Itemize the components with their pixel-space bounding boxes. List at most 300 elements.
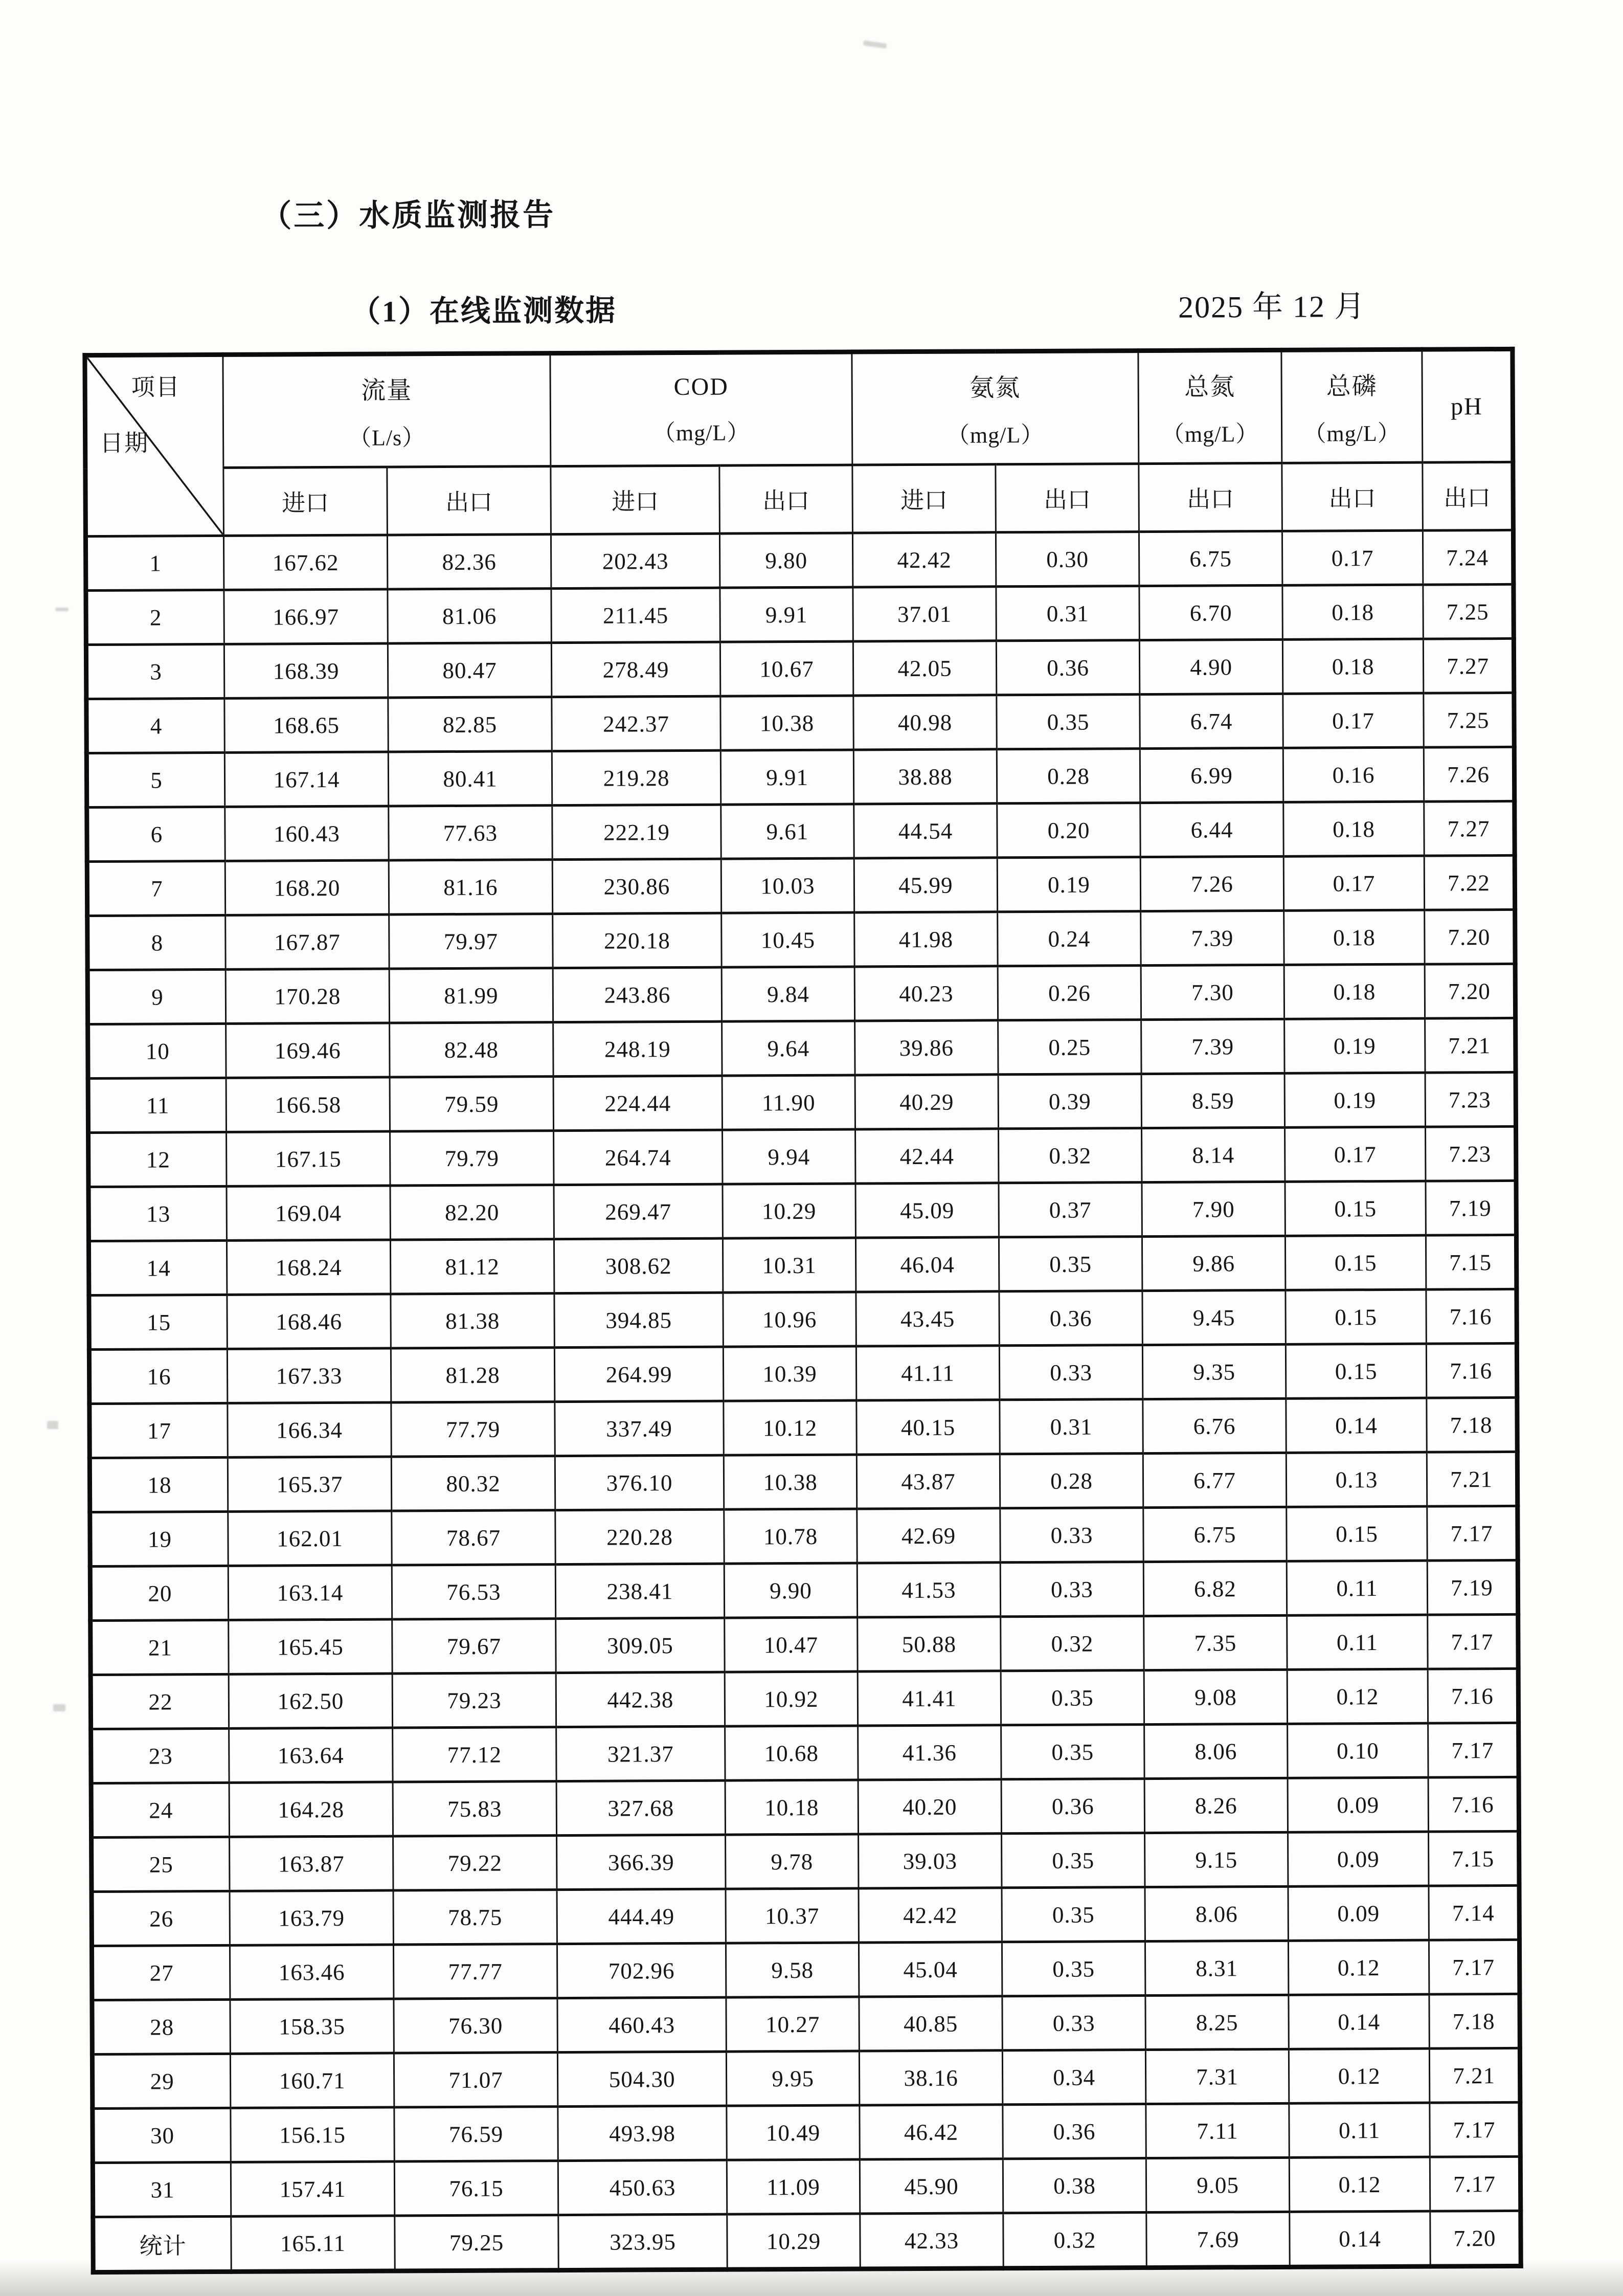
data-cell: 81.28 — [391, 1348, 554, 1402]
group-unit: （mg/L） — [1161, 421, 1259, 447]
data-cell: 164.28 — [229, 1782, 393, 1837]
data-cell: 243.86 — [553, 967, 722, 1022]
monitoring-data-table — [82, 347, 1523, 2275]
data-cell: 163.46 — [230, 1945, 393, 1999]
data-cell: 168.20 — [225, 860, 389, 915]
table-row — [92, 2048, 1520, 2108]
group-unit: （mg/L） — [652, 419, 750, 445]
data-cell: 77.63 — [389, 806, 552, 860]
data-cell: 7.25 — [1424, 693, 1514, 747]
row-date-label: 22 — [91, 1674, 229, 1729]
data-cell: 79.97 — [389, 914, 553, 969]
data-cell: 7.39 — [1141, 1019, 1284, 1074]
data-cell: 9.64 — [722, 1021, 855, 1076]
table-row — [85, 530, 1513, 590]
data-cell: 0.18 — [1284, 964, 1425, 1019]
data-cell: 165.37 — [228, 1457, 391, 1511]
data-cell: 220.18 — [553, 913, 722, 968]
data-cell: 323.95 — [558, 2214, 727, 2270]
data-cell: 40.98 — [853, 695, 997, 750]
data-cell: 39.03 — [859, 1834, 1002, 1888]
data-cell: 41.36 — [858, 1725, 1001, 1780]
data-cell: 6.76 — [1143, 1398, 1286, 1453]
data-cell: 11.09 — [727, 2159, 860, 2214]
data-cell: 76.59 — [394, 2107, 558, 2161]
data-cell: 224.44 — [553, 1076, 722, 1130]
table-row — [90, 1560, 1518, 1620]
table-row — [87, 909, 1515, 970]
data-cell: 0.39 — [998, 1074, 1141, 1129]
data-cell: 42.33 — [860, 2213, 1003, 2269]
data-cell: 0.15 — [1286, 1344, 1426, 1398]
data-cell: 76.30 — [394, 1998, 557, 2053]
col-group-ammonia — [852, 351, 1139, 465]
data-cell: 7.31 — [1145, 2049, 1289, 2104]
col-group-cod — [550, 352, 852, 466]
data-cell: 0.14 — [1286, 1398, 1427, 1453]
data-cell: 41.98 — [854, 912, 998, 967]
data-cell: 170.28 — [226, 969, 389, 1023]
data-cell: 10.03 — [721, 858, 854, 913]
data-cell: 0.28 — [997, 749, 1140, 804]
data-cell: 7.21 — [1429, 2048, 1520, 2103]
data-cell: 76.15 — [394, 2161, 558, 2216]
data-cell: 166.58 — [226, 1077, 390, 1132]
data-cell: 10.38 — [724, 1455, 856, 1509]
data-cell: 78.75 — [393, 1890, 557, 1945]
data-cell: 45.04 — [859, 1942, 1002, 1997]
data-cell: 10.49 — [727, 2105, 860, 2160]
data-cell: 76.53 — [392, 1565, 555, 1619]
data-cell: 219.28 — [552, 750, 720, 805]
group-unit: （mg/L） — [946, 422, 1044, 448]
data-cell: 7.21 — [1427, 1452, 1517, 1506]
table-row — [92, 1940, 1519, 2000]
data-cell: 38.16 — [859, 2050, 1002, 2105]
data-cell: 7.16 — [1426, 1289, 1517, 1344]
data-cell: 167.15 — [227, 1131, 390, 1186]
data-cell: 7.39 — [1141, 910, 1284, 965]
data-cell: 0.31 — [1000, 1399, 1143, 1454]
table-row — [90, 1506, 1518, 1566]
data-cell: 220.28 — [555, 1509, 724, 1564]
subheader-outlet: 出口 — [1139, 463, 1282, 531]
data-cell: 7.15 — [1429, 1831, 1519, 1886]
row-date-label: 13 — [88, 1186, 227, 1241]
data-cell: 0.16 — [1283, 747, 1424, 802]
data-cell: 46.42 — [860, 2105, 1003, 2159]
data-cell: 79.25 — [395, 2215, 558, 2271]
data-cell: 77.12 — [393, 1727, 556, 1782]
subheader-inlet: 进口 — [223, 467, 388, 536]
data-cell: 0.38 — [1003, 2158, 1146, 2213]
row-date-label: 15 — [89, 1295, 227, 1349]
data-cell: 0.18 — [1284, 910, 1425, 965]
data-cell: 0.17 — [1285, 1127, 1426, 1182]
row-date-label: 12 — [88, 1132, 227, 1187]
data-cell: 7.26 — [1140, 856, 1283, 911]
data-cell: 460.43 — [557, 1997, 726, 2052]
table-row — [93, 2156, 1520, 2217]
data-cell: 504.30 — [557, 2052, 726, 2106]
table-row — [92, 1885, 1519, 1946]
data-cell: 0.11 — [1289, 2103, 1430, 2157]
data-cell: 10.96 — [723, 1292, 856, 1347]
data-cell: 376.10 — [555, 1455, 724, 1510]
row-date-label: 2 — [86, 590, 224, 644]
data-cell: 10.38 — [720, 696, 853, 750]
data-cell: 9.35 — [1142, 1344, 1286, 1399]
row-date-label: 19 — [90, 1511, 228, 1566]
data-cell: 10.12 — [724, 1400, 856, 1455]
data-cell: 0.34 — [1002, 2050, 1145, 2105]
data-cell: 162.50 — [229, 1674, 392, 1728]
data-cell: 0.10 — [1288, 1723, 1428, 1778]
subheader-outlet: 出口 — [996, 464, 1139, 532]
data-cell: 7.22 — [1424, 855, 1515, 910]
data-cell: 44.54 — [854, 804, 997, 858]
table-row — [93, 2211, 1521, 2272]
data-cell: 248.19 — [553, 1021, 722, 1076]
data-cell: 79.23 — [392, 1673, 556, 1728]
data-cell: 167.62 — [223, 535, 387, 590]
data-cell: 7.17 — [1430, 2102, 1520, 2157]
data-cell: 0.19 — [1284, 1018, 1425, 1073]
table-row — [88, 1235, 1516, 1295]
table-row — [89, 1289, 1517, 1349]
data-cell: 0.35 — [1002, 1833, 1145, 1888]
table-row — [93, 2102, 1520, 2163]
data-cell: 0.18 — [1282, 585, 1423, 639]
data-cell: 9.45 — [1142, 1290, 1286, 1345]
table-row — [88, 1072, 1516, 1132]
data-cell: 9.91 — [720, 750, 853, 805]
data-cell: 0.36 — [1001, 1779, 1144, 1834]
table-row — [86, 638, 1514, 699]
data-cell: 6.74 — [1140, 694, 1283, 748]
data-cell: 43.45 — [856, 1291, 999, 1346]
data-cell: 168.65 — [224, 698, 388, 752]
data-cell: 0.30 — [996, 532, 1139, 587]
table-row — [87, 855, 1515, 916]
data-cell: 81.06 — [388, 589, 551, 643]
data-cell: 82.85 — [388, 697, 552, 752]
data-cell: 493.98 — [558, 2106, 727, 2160]
data-cell: 7.16 — [1428, 1668, 1518, 1723]
data-cell: 702.96 — [557, 1943, 726, 1998]
row-date-label: 14 — [88, 1240, 227, 1295]
data-cell: 6.99 — [1140, 748, 1283, 803]
data-cell: 37.01 — [853, 587, 996, 641]
report-date: 2025 年 12 月 — [1178, 289, 1366, 324]
row-date-label: 31 — [93, 2162, 231, 2217]
data-cell: 9.61 — [721, 804, 854, 859]
row-date-label: 21 — [91, 1620, 229, 1675]
data-cell: 82.36 — [387, 534, 551, 589]
data-cell: 9.08 — [1144, 1669, 1287, 1724]
data-cell: 0.28 — [1000, 1454, 1143, 1508]
data-cell: 7.17 — [1428, 1723, 1519, 1777]
group-label: 总氮 — [1184, 373, 1236, 401]
data-cell: 168.39 — [224, 643, 388, 698]
data-cell: 10.29 — [727, 2214, 860, 2269]
data-cell: 309.05 — [556, 1618, 725, 1673]
data-cell: 0.36 — [999, 1291, 1142, 1346]
row-date-label: 25 — [92, 1837, 230, 1891]
table-row — [86, 584, 1514, 644]
data-cell: 7.16 — [1428, 1777, 1519, 1832]
data-cell: 0.17 — [1282, 530, 1423, 585]
data-cell: 8.25 — [1145, 1995, 1289, 2049]
data-cell: 11.90 — [722, 1075, 855, 1130]
row-date-label: 27 — [92, 1945, 230, 2000]
data-cell: 160.71 — [230, 2053, 394, 2108]
data-cell: 0.35 — [1002, 1942, 1145, 1996]
data-cell: 0.15 — [1287, 1506, 1427, 1561]
data-cell: 308.62 — [554, 1238, 723, 1293]
data-cell: 169.04 — [227, 1186, 390, 1240]
data-cell: 163.14 — [228, 1565, 392, 1620]
data-cell: 156.15 — [231, 2107, 394, 2162]
group-label: 流量 — [361, 376, 413, 405]
row-date-label: 8 — [87, 915, 226, 970]
row-date-label: 10 — [88, 1023, 226, 1078]
scan-artifact — [47, 1421, 58, 1429]
header-sub-row — [85, 462, 1514, 536]
table-row — [91, 1723, 1519, 1783]
data-cell: 238.41 — [555, 1564, 724, 1618]
data-cell: 40.85 — [859, 1996, 1002, 2051]
data-cell: 81.38 — [391, 1294, 554, 1348]
group-label: pH — [1450, 392, 1483, 420]
data-cell: 0.14 — [1289, 1994, 1429, 2049]
table-row — [89, 1452, 1517, 1512]
data-cell: 10.67 — [720, 641, 853, 696]
row-date-label: 11 — [88, 1078, 226, 1132]
data-cell: 9.91 — [720, 587, 853, 642]
section-subtitle: （1）在线监测数据 — [350, 294, 617, 328]
data-cell: 0.24 — [998, 911, 1141, 966]
data-cell: 7.11 — [1146, 2103, 1289, 2158]
scan-artifact — [53, 1704, 65, 1711]
data-cell: 75.83 — [393, 1781, 556, 1836]
data-cell: 79.59 — [390, 1077, 553, 1131]
data-cell: 168.24 — [227, 1240, 390, 1295]
row-date-label: 6 — [87, 807, 225, 861]
data-cell: 7.19 — [1427, 1560, 1518, 1615]
data-cell: 81.12 — [390, 1239, 554, 1294]
data-cell: 0.32 — [1001, 1616, 1144, 1671]
data-cell: 42.42 — [852, 532, 996, 587]
subheader-outlet: 出口 — [719, 465, 853, 533]
row-date-label: 24 — [91, 1782, 229, 1837]
data-cell: 278.49 — [551, 642, 720, 697]
data-cell: 166.34 — [228, 1402, 391, 1457]
row-date-label: 17 — [89, 1403, 228, 1458]
table-body — [85, 530, 1521, 2272]
data-cell: 8.31 — [1145, 1941, 1289, 1995]
data-cell: 0.15 — [1285, 1235, 1426, 1290]
scan-artifact — [55, 608, 69, 611]
data-cell: 7.19 — [1426, 1180, 1516, 1235]
data-cell: 211.45 — [551, 588, 720, 642]
data-cell: 79.67 — [392, 1619, 556, 1674]
table-row — [91, 1668, 1518, 1729]
row-date-label: 统计 — [93, 2216, 231, 2272]
data-cell: 7.17 — [1430, 2156, 1520, 2211]
data-cell: 7.23 — [1426, 1126, 1516, 1181]
row-date-label: 1 — [85, 536, 223, 590]
row-date-label: 23 — [91, 1728, 229, 1783]
data-cell: 7.90 — [1142, 1182, 1285, 1236]
data-cell: 9.78 — [726, 1834, 859, 1889]
subheader-inlet: 进口 — [551, 465, 720, 534]
data-cell: 10.39 — [723, 1346, 856, 1401]
subheader-inlet: 进口 — [852, 464, 996, 533]
data-cell: 10.68 — [725, 1726, 858, 1780]
row-date-label: 28 — [92, 1999, 230, 2054]
data-cell: 230.86 — [552, 859, 721, 913]
data-cell: 163.87 — [230, 1836, 393, 1891]
data-cell: 450.63 — [558, 2160, 727, 2215]
data-cell: 158.35 — [230, 1999, 394, 2054]
data-cell: 0.35 — [1002, 1887, 1145, 1942]
row-date-label: 20 — [90, 1566, 228, 1620]
table-row — [92, 1994, 1520, 2054]
data-cell: 7.20 — [1425, 909, 1515, 964]
data-cell: 0.09 — [1288, 1886, 1429, 1941]
group-label: 总磷 — [1326, 372, 1378, 400]
row-date-label: 30 — [93, 2108, 231, 2163]
data-cell: 0.35 — [997, 695, 1140, 749]
data-cell: 0.12 — [1288, 1940, 1429, 1995]
data-cell: 7.20 — [1430, 2211, 1521, 2266]
group-unit: （mg/L） — [1303, 420, 1401, 447]
data-cell: 0.18 — [1282, 639, 1423, 694]
corner-label-date: 日期 — [100, 430, 149, 456]
table-header — [85, 349, 1514, 536]
col-group-total-phosphorus — [1281, 349, 1423, 463]
data-cell: 6.44 — [1140, 802, 1283, 857]
row-date-label: 26 — [92, 1891, 230, 1946]
data-cell: 7.18 — [1429, 1994, 1520, 2048]
data-cell: 269.47 — [554, 1184, 723, 1239]
corner-label-item: 项目 — [131, 374, 181, 400]
data-cell: 160.43 — [225, 806, 389, 861]
data-cell: 337.49 — [555, 1401, 724, 1456]
corner-cell — [85, 354, 224, 536]
data-cell: 7.17 — [1427, 1506, 1518, 1561]
data-cell: 42.42 — [859, 1888, 1002, 1943]
data-cell: 0.32 — [1003, 2213, 1146, 2268]
data-cell: 8.06 — [1145, 1886, 1288, 1941]
data-cell: 46.04 — [855, 1237, 999, 1292]
subheader-outlet: 出口 — [1282, 462, 1423, 531]
table-row — [87, 964, 1515, 1024]
data-cell: 7.30 — [1141, 965, 1284, 1019]
table-row — [89, 1343, 1517, 1403]
data-cell: 79.79 — [390, 1131, 554, 1186]
scan-artifact — [863, 40, 887, 49]
data-cell: 9.94 — [723, 1129, 855, 1184]
data-cell: 81.16 — [389, 860, 552, 915]
data-cell: 7.23 — [1425, 1072, 1516, 1127]
data-cell: 7.21 — [1425, 1018, 1516, 1073]
data-cell: 264.99 — [554, 1347, 723, 1401]
data-cell: 0.19 — [1284, 1073, 1425, 1127]
data-cell: 0.17 — [1283, 856, 1424, 910]
data-cell: 0.33 — [1000, 1508, 1143, 1563]
row-date-label: 7 — [87, 861, 225, 916]
data-cell: 9.58 — [726, 1943, 859, 1997]
row-date-label: 18 — [89, 1457, 228, 1512]
data-cell: 45.90 — [860, 2159, 1003, 2214]
data-cell: 444.49 — [557, 1889, 726, 1944]
data-cell: 9.05 — [1146, 2157, 1289, 2212]
data-cell: 40.15 — [856, 1400, 1000, 1455]
data-cell: 45.99 — [854, 858, 997, 912]
data-cell: 7.15 — [1426, 1235, 1516, 1289]
data-cell: 0.13 — [1286, 1452, 1427, 1507]
data-cell: 0.33 — [1000, 1562, 1143, 1617]
data-cell: 6.75 — [1143, 1507, 1287, 1562]
data-cell: 7.16 — [1426, 1343, 1517, 1398]
data-cell: 242.37 — [552, 696, 720, 751]
data-cell: 7.17 — [1428, 1614, 1518, 1669]
data-cell: 39.86 — [855, 1020, 998, 1075]
data-cell: 321.37 — [556, 1726, 725, 1781]
data-cell: 222.19 — [552, 805, 721, 859]
data-cell: 0.26 — [998, 966, 1141, 1020]
col-group-ph — [1422, 349, 1513, 462]
data-cell: 0.36 — [1003, 2104, 1146, 2159]
data-cell: 0.12 — [1287, 1669, 1428, 1724]
data-cell: 42.44 — [855, 1129, 999, 1184]
data-cell: 0.20 — [997, 803, 1140, 858]
data-cell: 43.87 — [856, 1454, 1000, 1509]
data-cell: 0.09 — [1288, 1832, 1429, 1886]
data-cell: 10.37 — [726, 1888, 859, 1943]
table-row — [91, 1614, 1518, 1675]
data-cell: 6.70 — [1139, 585, 1282, 640]
table-row — [86, 747, 1514, 807]
data-cell: 0.15 — [1285, 1181, 1426, 1236]
data-cell: 6.75 — [1139, 531, 1282, 586]
data-cell: 38.88 — [853, 749, 997, 804]
data-cell: 167.33 — [227, 1348, 391, 1403]
data-cell: 7.69 — [1146, 2212, 1290, 2267]
data-cell: 40.20 — [858, 1779, 1001, 1834]
page-title: （三）水质监测报告 — [261, 198, 556, 233]
data-cell: 166.97 — [224, 589, 388, 644]
header-group-row — [85, 349, 1513, 468]
data-cell: 9.84 — [722, 967, 854, 1021]
data-cell: 10.31 — [723, 1238, 855, 1292]
data-cell: 82.20 — [390, 1185, 554, 1240]
data-cell: 41.53 — [857, 1563, 1000, 1617]
data-cell: 0.36 — [996, 640, 1139, 695]
data-cell: 162.01 — [228, 1511, 392, 1566]
data-cell: 0.25 — [998, 1020, 1141, 1075]
data-cell: 10.45 — [722, 912, 854, 967]
data-cell: 0.35 — [1001, 1670, 1144, 1725]
data-cell: 42.69 — [857, 1508, 1000, 1563]
data-cell: 10.47 — [725, 1617, 858, 1672]
table-row — [88, 1018, 1516, 1078]
data-cell: 394.85 — [554, 1292, 723, 1347]
data-cell: 169.46 — [226, 1023, 390, 1078]
data-cell: 7.26 — [1424, 747, 1514, 801]
